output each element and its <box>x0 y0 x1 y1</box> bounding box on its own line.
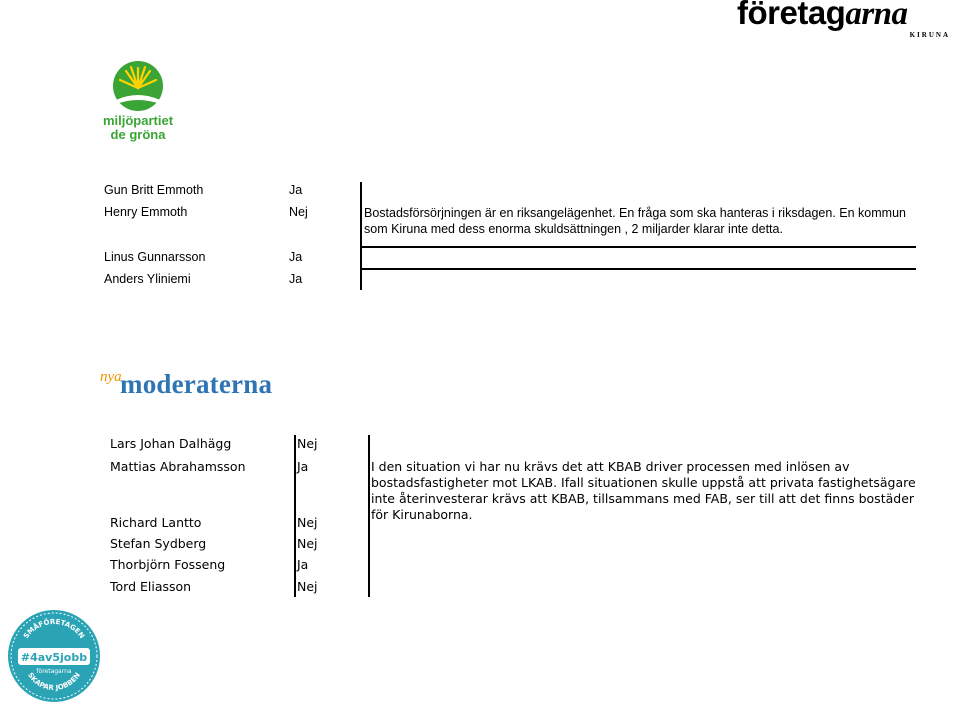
table-row-divider <box>362 246 916 248</box>
moderaterna-logo-prefix: nya <box>100 369 122 385</box>
badge-brand: företagarna <box>36 668 72 675</box>
candidate-answer: Nej <box>297 515 318 530</box>
candidate-answer: Ja <box>297 557 309 572</box>
moderaterna-logo <box>100 365 300 405</box>
badge-bottom-text: SKAPAR JOBBEN <box>26 671 82 693</box>
candidate-comment: I den situation vi har nu krävs det att KBAB driver processen med inlösen av bostadsfastigheter mot LKAB. Ifall situationen skulle uppstå att privata fastighetsägare inte återinvesterar krävs att KBAB, tillsammans med FAB, ser till att det finns bostäder för Kirunaborna. <box>371 459 916 522</box>
miljopartiet-logo-line2: de gröna <box>110 127 166 142</box>
table-divider <box>294 435 296 597</box>
4av5jobb-badge <box>6 608 102 704</box>
candidate-name: Richard Lantto <box>110 515 202 530</box>
miljopartiet-logo-line1: miljöpartiet <box>102 113 174 128</box>
candidate-name: Henry Emmoth <box>104 205 188 219</box>
candidate-name: Thorbjörn Fosseng <box>110 557 226 572</box>
candidate-name: Anders Yliniemi <box>104 272 191 286</box>
miljopartiet-logo <box>98 60 178 150</box>
candidate-name: Gun Britt Emmoth <box>104 183 204 197</box>
candidate-answer: Ja <box>289 250 303 264</box>
candidate-name: Lars Johan Dalhägg <box>110 436 232 451</box>
foretagarna-logo-city: KIRUNA <box>909 31 950 39</box>
table-divider <box>360 182 362 290</box>
badge-tag: #4av5jobb <box>20 651 88 664</box>
moderaterna-logo-word: moderaterna <box>120 369 273 399</box>
candidate-answer: Ja <box>289 272 303 286</box>
table-divider <box>368 435 370 597</box>
candidate-name: Tord Eliasson <box>110 579 192 594</box>
candidate-name: Linus Gunnarsson <box>104 250 206 264</box>
candidate-answer: Nej <box>297 436 318 451</box>
foretagarna-logo-word-italic: arna <box>845 0 908 32</box>
candidate-answer: Nej <box>297 579 318 594</box>
candidate-name: Stefan Sydberg <box>110 536 207 551</box>
table-row-divider <box>362 268 916 270</box>
foretagarna-logo-word: företag <box>737 0 846 31</box>
candidate-name: Mattias Abrahamsson <box>110 459 246 474</box>
badge-top-text: SMÅFÖRETAGEN <box>22 617 86 641</box>
candidate-answer: Nej <box>297 536 318 551</box>
candidate-answer: Ja <box>289 183 303 197</box>
candidate-comment: Bostadsförsörjningen är en riksangelägenhet. En fråga som ska hanteras i riksdagen. En kommun som Kiruna med dess enorma skuldsättningen , 2 miljarder klarar inte detta. <box>364 206 906 236</box>
candidate-answer: Nej <box>289 205 308 219</box>
dandelion-icon <box>98 60 178 112</box>
candidate-answer: Ja <box>297 459 309 474</box>
foretagarna-logo <box>737 0 952 40</box>
badge-seal-icon <box>6 608 102 704</box>
